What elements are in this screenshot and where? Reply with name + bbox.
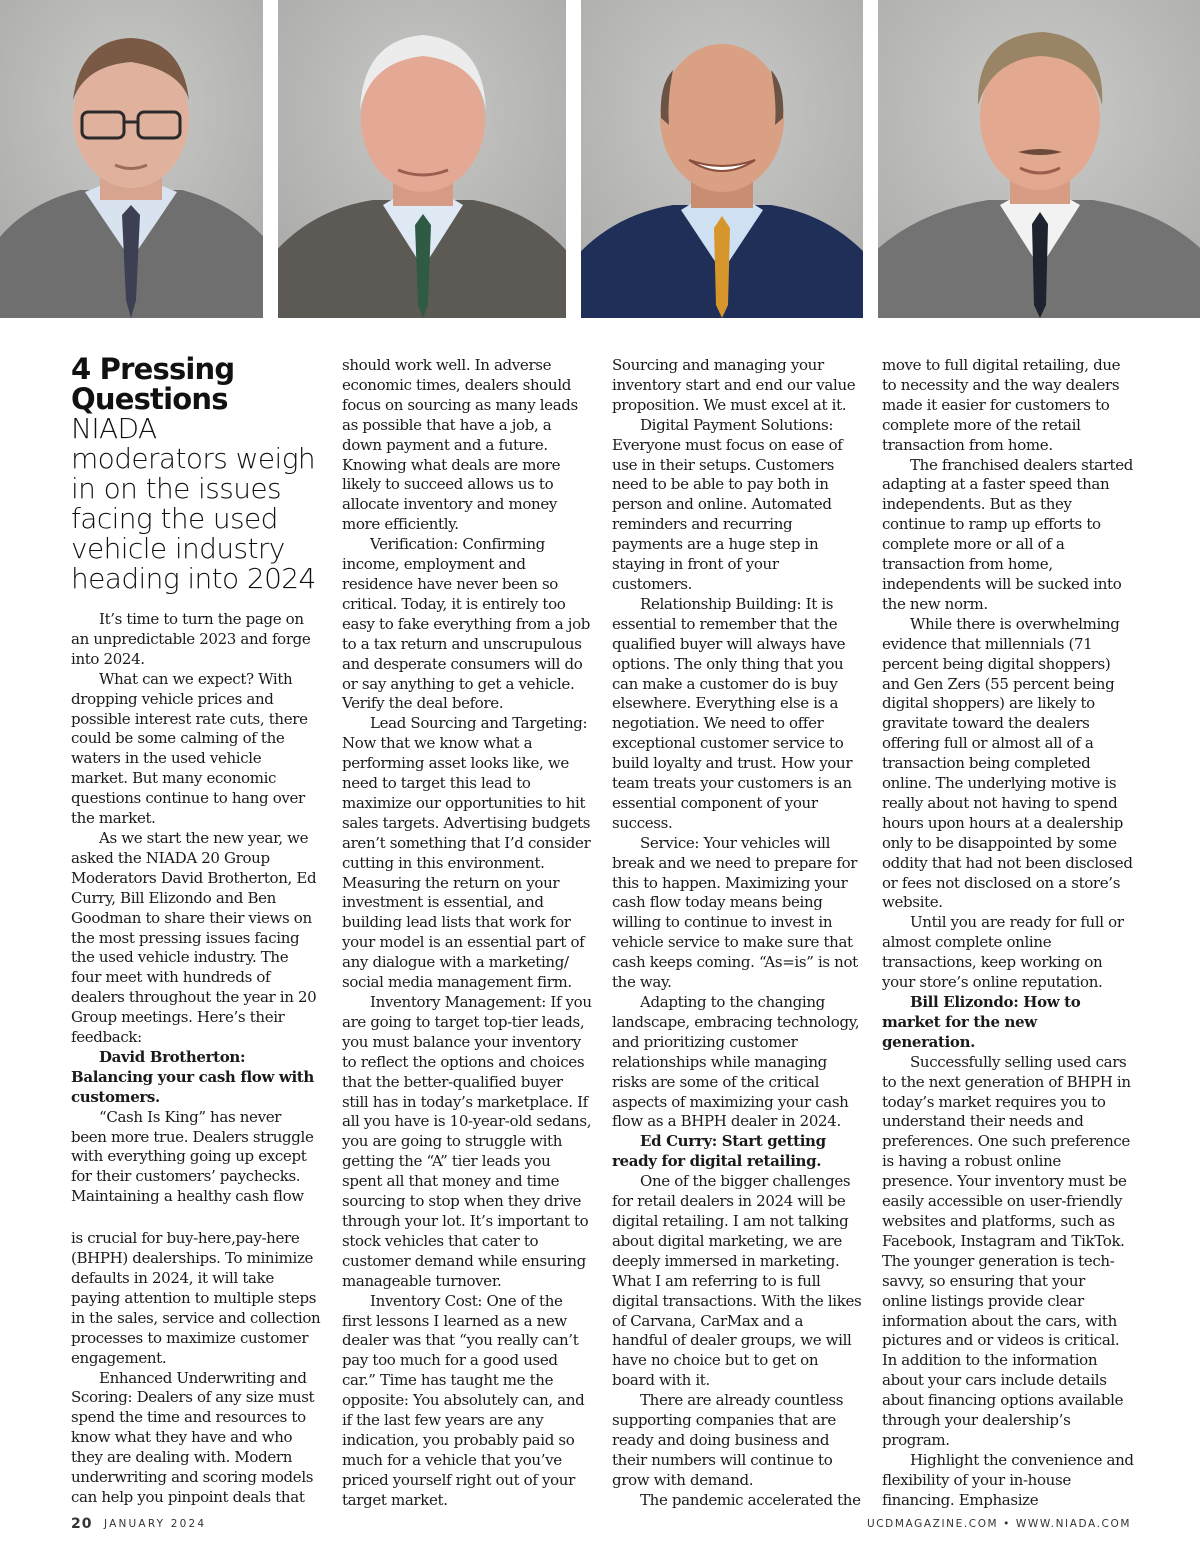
portrait-photo-2 bbox=[278, 0, 566, 318]
paragraph: Highlight the convenience and flexibility of your in-house financing. Emphasize bbox=[882, 1450, 1134, 1509]
paragraph: “Cash Is King” has never been more true. Dealers struggle with everything going up except for their customers’ paychecks. Maintaining a healthy cash flow bbox=[71, 1107, 314, 1206]
paragraph: The pandemic accelerated the bbox=[640, 1490, 861, 1509]
text-column-1 bbox=[71, 354, 321, 1508]
paragraph: Enhanced Underwriting and Scoring: Dealers of any size must spend the time and resources to know what they have and who they are dealing with. Modern underwriting and scoring models can help you pinpoint deals that bbox=[71, 1368, 315, 1506]
section-lead-brotherton: David Brotherton: Balancing your cash flow with customers. bbox=[71, 1047, 314, 1106]
page-number: 20 bbox=[71, 1516, 93, 1532]
paragraph: While there is overwhelming evidence that millennials (71 percent being digital shoppers) and Gen Zers (55 percent being digital shoppers) are likely to gravitate toward the dealers offering full or almost all of a transaction being completed online. The underlying motive is really about not having to spend hours upon hours at a dealership only to be disappointed by some oddity that had not been disclosed or fees not disclosed on a store’s website. bbox=[882, 614, 1133, 912]
paragraph: Adapting to the changing landscape, embracing technology, and prioritizing customer relationships while managing risks are some of the critical aspects of maximizing your cash flow as a BHPH dealer in 2024. bbox=[612, 993, 860, 1131]
website-urls: UCDMAGAZINE.COM • WWW.NIADA.COM bbox=[866, 1518, 1131, 1530]
paragraph: There are already countless supporting companies that are ready and doing business and their numbers will continue to grow with demand. bbox=[612, 1391, 844, 1489]
subheadline: NIADA moderators weigh in on the issues facing the used vehicle industry heading into 2024 bbox=[71, 412, 316, 595]
portrait-photo-1 bbox=[0, 0, 263, 318]
paragraph: Until you are ready for full or almost complete online transactions, keep working on your store’s online reputation. bbox=[882, 913, 1124, 992]
issue-date: JANUARY 2024 bbox=[104, 1518, 207, 1530]
paragraph: Verification: Confirming income, employment and residence have never been so critical. Today, it is entirely too easy to fake everything from a job to a tax return and unscrupulous and desperate consumers will do or say anything to get a vehicle. Verify the deal before. bbox=[342, 535, 591, 713]
text-column-3 bbox=[612, 356, 862, 1511]
paragraph: The franchised dealers started adapting at a faster speed than independents. But as they continue to ramp up efforts to complete more or all of a transaction from home, independents will be sucked into the new norm. bbox=[882, 455, 1134, 613]
paragraph: One of the bigger challenges for retail dealers in 2024 will be digital retailing. I am not talking about digital marketing, we are deeply immersed in marketing. What I am referring to is full digital transactions. With the likes of Carvana, CarMax and a handful of dealer groups, we will have no choice but to get on board with it. bbox=[612, 1172, 862, 1390]
portrait-photo-3 bbox=[581, 0, 863, 318]
section-lead-curry: Ed Curry: Start getting ready for digital retailing. bbox=[612, 1132, 826, 1171]
paragraph: Relationship Building: It is essential to remember that the qualified buyer will always have options. The only thing that you can make a customer do is buy elsewhere. Everything else is a negotiation. We need to offer exceptional customer service to build loyalty and trust. How your team treats your customers is an essential component of your success. bbox=[612, 594, 853, 832]
headline-line-1: 4 Pressing bbox=[71, 352, 235, 386]
paragraph: Sourcing and managing your inventory start and end our value proposition. We must excel at it. bbox=[612, 356, 856, 414]
paragraph: As we start the new year, we asked the NIADA 20 Group Moderators David Brotherton, Ed Curry, Bill Elizondo and Ben Goodman to share their views on the most pressing issues facing the used vehicle industry. The four meet with hundreds of dealers throughout the year in 20 Group meetings. Here’s their feedback: bbox=[71, 828, 317, 1047]
paragraph: Inventory Cost: One of the first lessons I learned as a new dealer was that “you really can’t pay too much for a good used car.” Time has taught me the opposite: You absolutely can, and if the last few years are any indication, you probably paid so much for a vehicle that you’ve priced yourself right out of your target market. bbox=[342, 1291, 585, 1509]
paragraph: move to full digital retailing, due to necessity and the way dealers made it easier for customers to complete more of the retail transaction from home. bbox=[882, 356, 1121, 454]
headline bbox=[71, 354, 321, 414]
page-footer bbox=[71, 1516, 1131, 1536]
moderator-photos bbox=[0, 0, 1200, 318]
paragraph: Service: Your vehicles will break and we need to prepare for this to happen. Maximizing your cash flow today means being willing to continue to invest in vehicle service to make sure that cash keeps coming. “As=is” is not the way. bbox=[612, 833, 858, 992]
portrait-photo-4 bbox=[878, 0, 1200, 318]
section-lead-elizondo: Bill Elizondo: How to market for the new generation. bbox=[882, 993, 1081, 1051]
paragraph: It’s time to turn the page on an unpredictable 2023 and forge into 2024. bbox=[71, 610, 311, 668]
paragraph: What can we expect? With dropping vehicle prices and possible interest rate cuts, there could be some calming of the waters in the used vehicle market. But many economic questions continue to hang over the market. bbox=[71, 669, 308, 828]
paragraph: Digital Payment Solutions: Everyone must focus on ease of use in their setups. Customers need to be able to pay both in person and online. Automated reminders and recurring payments are a huge step in staying in front of your customers. bbox=[612, 415, 843, 593]
text-column-4 bbox=[882, 356, 1134, 1511]
paragraph: is crucial for buy-here,pay-here (BHPH) dealerships. To minimize defaults in 2024, it will take paying attention to multiple steps in the sales, service and collection processes to maximize customer engagement. bbox=[71, 1229, 321, 1367]
headline-line-2: Questions bbox=[71, 382, 228, 416]
paragraph: should work well. In adverse economic times, dealers should focus on sourcing as many leads as possible that have a job, a down payment and a future. Knowing what deals are more likely to succeed allows us to allocate inventory and money more efficiently. bbox=[342, 356, 578, 534]
paragraph: Successfully selling used cars to the next generation of BHPH in today’s market requires you to understand their needs and preferences. One such preference is having a robust online presence. Your inventory must be easily accessible on user-friendly websites and platforms, such as Facebook, Instagram and TikTok. The younger generation is tech-savvy, so ensuring that your online listings provide clear information about the cars, with pictures and or videos is critical. In addition to the information about your cars include details about financing options available through your dealership’s program. bbox=[882, 1052, 1131, 1449]
text-column-2 bbox=[342, 356, 592, 1511]
paragraph: Lead Sourcing and Targeting: Now that we know what a performing asset looks like, we need to target this lead to maximize our opportunities to hit sales targets. Advertising budgets aren’t something that I’d consider cutting in this environment. Measuring the return on your investment is essential, and building lead lists that work for your model is an essential part of any dialogue with a marketing/ social media management firm. bbox=[342, 714, 591, 992]
paragraph: Inventory Management: If you are going to target top-tier leads, you must balance your inventory to reflect the options and choices that the better-qualified buyer still has in today’s marketplace. If all you have is 10-year-old sedans, you are going to struggle with getting the “A” tier leads you spent all that money and time sourcing to stop when they drive through your lot. It’s important to stock vehicles that cater to customer demand while ensuring manageable turnover. bbox=[342, 993, 592, 1290]
column-gap bbox=[71, 1207, 321, 1229]
